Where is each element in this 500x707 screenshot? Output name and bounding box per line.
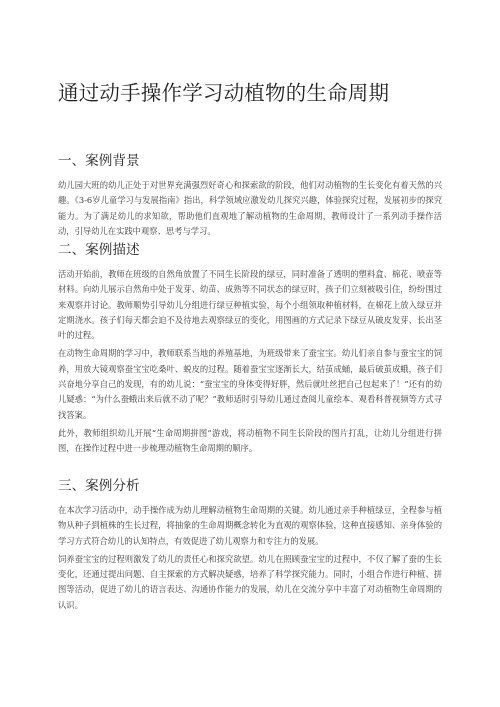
section-heading: 一、案例背景 <box>58 153 140 169</box>
section-analysis <box>58 477 442 616</box>
paragraph: 活动开始前，教师在班级的自然角放置了不同生长阶段的绿豆，同时准备了透明的塑料盒、棉花、喷壶等材料。向幼儿展示自然角中处于发芽、幼苗、成熟等不同状态的绿豆时，孩子们立刻被吸引住，纷纷围过来观察并讨论。教师顺势引导幼儿分组进行绿豆种植实验，每个小组领取种植材料，在棉花上放入绿豆并定期浇水。孩子们每天都会迫不及待地去观察绿豆的变化，用图画的方式记录下绿豆从破皮发芽、长出茎叶的过程。 <box>58 269 442 341</box>
section-description <box>58 241 442 460</box>
paragraph: 幼儿园大班的幼儿正处于对世界充满强烈好奇心和探索欲的阶段，他们对动植物的生长变化有着天然的兴趣。《3-6岁儿童学习与发展指南》指出，科学领域应激发幼儿探究兴趣，体验探究过程，发展初步的探究能力。为了满足幼儿的求知欲，帮助他们直观地了解动植物的生命周期，教师设计了一系列动手操作活动，引导幼儿在实践中观察、思考与学习。 <box>58 180 442 236</box>
paragraph: 饲养蚕宝宝的过程则激发了幼儿的责任心和探究欲望。幼儿在照顾蚕宝宝的过程中，不仅了解了蚕的生长变化，还通过提出问题、自主探索的方式解决疑惑，培养了科学探究能力。同时，小组合作进行种植、拼图等活动，促进了幼儿的语言表达、沟通协作能力的发展，幼儿在交流分享中丰富了对动植物生命周期的认识。 <box>58 553 442 610</box>
section-heading: 三、案例分析 <box>58 478 140 494</box>
paragraph: 在动物生命周期的学习中，教师联系当地的养殖基地，为班级带来了蚕宝宝。幼儿们亲自参与蚕宝宝的饲养，用放大镜观察蚕宝宝吃桑叶、蜕皮的过程。随着蚕宝宝逐渐长大，结茧成蛹，最后破茧成蛾，孩子们兴奋地分享自己的发现，有的幼儿说：“蚕宝宝的身体变得好胖，然后就吐丝把自己包起来了！”还有的幼儿疑惑：“为什么蚕蛾出来后就不动了呢？”教师适时引导幼儿通过查阅儿童绘本、观看科普视频等方式寻找答案。 <box>58 348 442 420</box>
document-title: 通过动手操作学习动植物的生命周期 <box>58 81 390 105</box>
section-background <box>58 152 442 242</box>
paragraph: 此外，教师组织幼儿开展“生命周期拼图”游戏，将动植物不同生长阶段的图片打乱，让幼儿分组进行拼图，在操作过程中进一步梳理动植物生命周期的顺序。 <box>58 427 442 454</box>
section-heading: 二、案例描述 <box>58 242 140 258</box>
paragraph: 在本次学习活动中，动手操作成为幼儿理解动植物生命周期的关键。幼儿通过亲手种植绿豆，全程参与植物从种子到植株的生长过程，将抽象的生命周期概念转化为直观的观察体验，这种直接感知、亲身体验的学习方式符合幼儿的认知特点，有效促进了幼儿观察力和专注力的发展。 <box>58 505 442 546</box>
